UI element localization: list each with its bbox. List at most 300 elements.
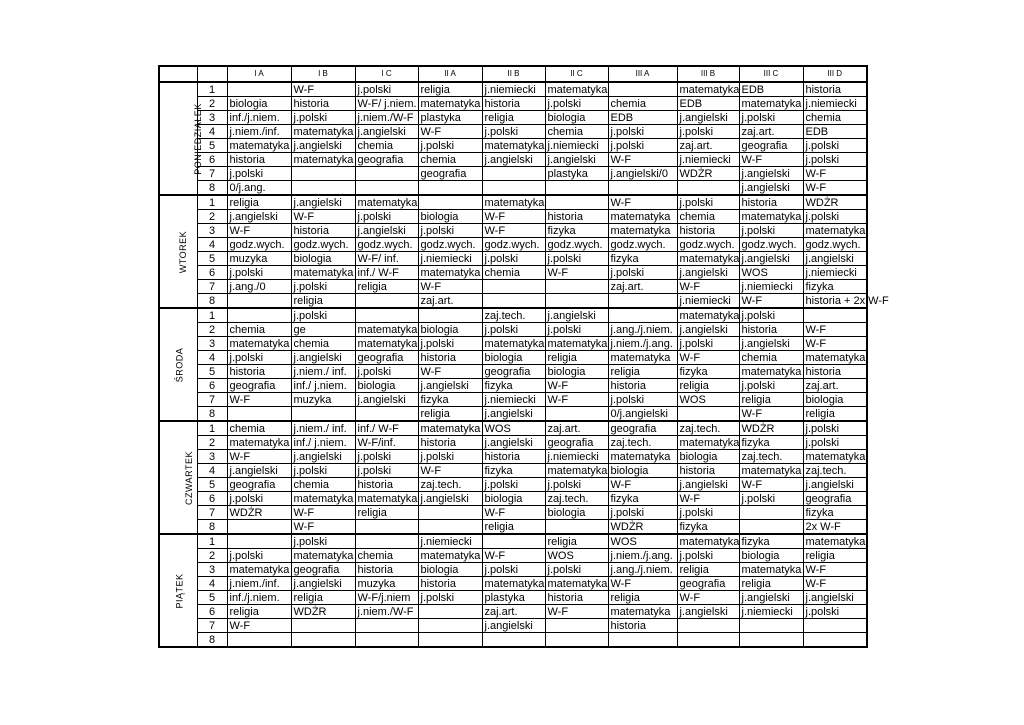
table-row	[159, 351, 867, 365]
lesson-cell	[355, 619, 418, 633]
lesson-cell: j.polski	[677, 195, 739, 210]
lesson-cell	[608, 294, 677, 309]
lesson-number: 2	[197, 97, 227, 111]
lesson-cell: historia + 2x W-F	[803, 294, 867, 309]
lesson-cell: plastyka	[545, 167, 608, 181]
lesson-cell: j.polski	[677, 549, 739, 563]
lesson-cell: godz.wych.	[291, 238, 355, 252]
lesson-cell: matematyka	[739, 97, 803, 111]
lesson-cell: matematyka	[739, 563, 803, 577]
table-row	[159, 181, 867, 196]
lesson-cell: plastyka	[418, 111, 482, 125]
lesson-cell: W-F/inf.	[355, 436, 418, 450]
class-header: I A	[227, 66, 291, 82]
lesson-cell: matematyka	[545, 82, 608, 97]
lesson-cell: zaj.tech.	[677, 421, 739, 436]
lesson-cell: zaj.art.	[608, 280, 677, 294]
lesson-cell: biologia	[418, 323, 482, 337]
lesson-cell: j.angielski	[227, 210, 291, 224]
lesson-cell: j.niem./j.ang.	[608, 337, 677, 351]
lesson-number: 8	[197, 633, 227, 648]
lesson-cell: matematyka	[355, 323, 418, 337]
lesson-cell: j.polski	[291, 464, 355, 478]
lesson-cell: j.angielski	[677, 323, 739, 337]
table-row	[159, 97, 867, 111]
lesson-cell	[355, 520, 418, 535]
lesson-number: 5	[197, 478, 227, 492]
lesson-cell: fizyka	[677, 365, 739, 379]
lesson-cell	[677, 619, 739, 633]
lesson-cell: zaj.tech.	[482, 308, 545, 323]
lesson-cell: WDŻR	[677, 167, 739, 181]
lesson-cell: j.angielski	[803, 478, 867, 492]
lesson-cell: W-F	[739, 407, 803, 422]
lesson-number: 8	[197, 181, 227, 196]
lesson-cell: j.niemiecki	[739, 280, 803, 294]
corner-cell	[159, 66, 197, 82]
lesson-cell: 0/j.ang.	[227, 181, 291, 196]
table-row	[159, 534, 867, 549]
lesson-cell: W-F	[227, 619, 291, 633]
lesson-cell: religia	[291, 591, 355, 605]
lesson-cell: chemia	[482, 266, 545, 280]
lesson-cell: chemia	[291, 337, 355, 351]
lesson-cell: fizyka	[418, 393, 482, 407]
lesson-cell	[355, 294, 418, 309]
lesson-number: 1	[197, 421, 227, 436]
lesson-cell: geografia	[803, 492, 867, 506]
table-row	[159, 633, 867, 648]
lesson-cell: W-F	[545, 393, 608, 407]
lesson-cell: religia	[482, 111, 545, 125]
corner-cell	[197, 66, 227, 82]
table-row	[159, 238, 867, 252]
lesson-number: 8	[197, 407, 227, 422]
class-header: I C	[355, 66, 418, 82]
lesson-cell: j.angielski	[291, 139, 355, 153]
lesson-cell: EDB	[803, 125, 867, 139]
lesson-cell: EDB	[677, 97, 739, 111]
table-row	[159, 111, 867, 125]
lesson-cell: biologia	[545, 111, 608, 125]
lesson-cell	[291, 407, 355, 422]
lesson-cell: j.angielski	[482, 407, 545, 422]
lesson-cell: godz.wych.	[482, 238, 545, 252]
lesson-cell: fizyka	[677, 520, 739, 535]
lesson-cell: j.polski	[418, 224, 482, 238]
lesson-cell: WOS	[739, 266, 803, 280]
lesson-cell	[739, 506, 803, 520]
table-row	[159, 407, 867, 422]
table-row	[159, 125, 867, 139]
timetable	[158, 65, 889, 648]
day-label-cell	[159, 195, 197, 308]
lesson-cell: historia	[418, 436, 482, 450]
lesson-cell: j.polski	[418, 591, 482, 605]
lesson-cell: fizyka	[803, 506, 867, 520]
lesson-cell: j.polski	[482, 252, 545, 266]
lesson-cell: chemia	[739, 351, 803, 365]
lesson-cell: j.angielski	[291, 450, 355, 464]
table-row	[159, 337, 867, 351]
lesson-cell: j.niemiecki	[739, 605, 803, 619]
table-row	[159, 167, 867, 181]
header-row	[159, 66, 867, 82]
lesson-number: 3	[197, 563, 227, 577]
lesson-cell: muzyka	[291, 393, 355, 407]
lesson-cell: j.angielski	[803, 591, 867, 605]
lesson-cell: biologia	[355, 379, 418, 393]
lesson-cell: j.polski	[227, 549, 291, 563]
lesson-cell: j.polski	[545, 97, 608, 111]
lesson-cell: j.niemiecki	[545, 450, 608, 464]
table-row	[159, 210, 867, 224]
lesson-number: 6	[197, 153, 227, 167]
lesson-cell: matematyka	[739, 210, 803, 224]
lesson-cell: W-F	[418, 464, 482, 478]
lesson-cell: j.polski	[803, 421, 867, 436]
lesson-cell: chemia	[608, 97, 677, 111]
lesson-cell: religia	[608, 365, 677, 379]
lesson-cell: historia	[355, 478, 418, 492]
lesson-cell: j.niem./W-F	[355, 111, 418, 125]
lesson-cell: biologia	[608, 464, 677, 478]
day-label-cell	[159, 82, 203, 195]
lesson-cell: EDB	[608, 111, 677, 125]
lesson-cell: W-F	[291, 210, 355, 224]
lesson-cell: j.polski	[739, 111, 803, 125]
lesson-cell: matematyka	[677, 252, 739, 266]
lesson-cell: zaj.tech.	[739, 450, 803, 464]
lesson-cell: W-F	[418, 280, 482, 294]
table-row	[159, 436, 867, 450]
lesson-cell: j.niemiecki	[803, 97, 867, 111]
lesson-cell: fizyka	[739, 534, 803, 549]
lesson-cell: j.niem./inf.	[227, 125, 291, 139]
table-row	[159, 153, 867, 167]
lesson-cell: j.niemiecki	[545, 139, 608, 153]
lesson-cell: j.angielski	[545, 153, 608, 167]
lesson-cell: W-F	[482, 506, 545, 520]
lesson-cell	[545, 619, 608, 633]
table-row	[159, 520, 867, 535]
lesson-cell: W-F	[418, 125, 482, 139]
table-row	[159, 591, 867, 605]
table-row	[159, 82, 867, 97]
lesson-cell: historia	[545, 210, 608, 224]
lesson-cell: biologia	[545, 506, 608, 520]
lesson-cell: fizyka	[608, 492, 677, 506]
lesson-cell	[677, 407, 739, 422]
lesson-cell: biologia	[545, 365, 608, 379]
lesson-cell	[355, 407, 418, 422]
lesson-cell: religia	[739, 393, 803, 407]
lesson-cell: j.polski	[545, 563, 608, 577]
lesson-cell: geografia	[227, 379, 291, 393]
lesson-cell: WDŻR	[739, 421, 803, 436]
lesson-number: 8	[197, 520, 227, 535]
lesson-cell: W-F	[482, 224, 545, 238]
class-header: III D	[803, 66, 867, 82]
class-header: I B	[291, 66, 355, 82]
table-row	[159, 280, 867, 294]
lesson-cell	[545, 520, 608, 535]
lesson-cell: j.polski	[291, 308, 355, 323]
lesson-cell: W-F	[803, 337, 867, 351]
lesson-cell: historia	[291, 97, 355, 111]
lesson-cell: j.angielski	[227, 464, 291, 478]
lesson-cell: j.angielski	[291, 195, 355, 210]
lesson-cell: W-F	[545, 605, 608, 619]
lesson-cell: historia	[227, 365, 291, 379]
table-row	[159, 195, 867, 210]
lesson-cell: j.ang./0	[227, 280, 291, 294]
lesson-cell: j.angielski	[482, 436, 545, 450]
day-label-cell	[159, 534, 197, 647]
lesson-cell	[291, 181, 355, 196]
lesson-cell: matematyka	[227, 337, 291, 351]
lesson-number: 4	[197, 577, 227, 591]
lesson-cell: matematyka	[482, 195, 545, 210]
lesson-cell: chemia	[803, 111, 867, 125]
lesson-cell: matematyka	[227, 563, 291, 577]
lesson-cell: zaj.art.	[418, 294, 482, 309]
lesson-cell: matematyka	[227, 436, 291, 450]
lesson-cell: matematyka	[677, 436, 739, 450]
lesson-cell: W-F	[482, 210, 545, 224]
lesson-cell: W-F	[545, 266, 608, 280]
class-header: III B	[677, 66, 739, 82]
lesson-cell: biologia	[418, 563, 482, 577]
lesson-cell: historia	[608, 379, 677, 393]
lesson-cell: biologia	[739, 549, 803, 563]
lesson-cell: matematyka	[291, 492, 355, 506]
table-row	[159, 492, 867, 506]
lesson-cell	[291, 167, 355, 181]
lesson-cell: j.polski	[608, 139, 677, 153]
lesson-cell	[608, 181, 677, 196]
class-header: II B	[482, 66, 545, 82]
table-row	[159, 478, 867, 492]
lesson-cell	[608, 82, 677, 97]
lesson-cell: EDB	[739, 82, 803, 97]
lesson-cell: j.polski	[803, 210, 867, 224]
lesson-cell: j.angielski	[482, 153, 545, 167]
lesson-cell	[227, 534, 291, 549]
class-header: III C	[739, 66, 803, 82]
day-label: CZWARTEK	[184, 450, 195, 505]
lesson-cell: matematyka	[482, 139, 545, 153]
lesson-number: 2	[197, 549, 227, 563]
lesson-cell: j.polski	[355, 210, 418, 224]
lesson-cell: j.angielski	[677, 111, 739, 125]
lesson-cell: chemia	[227, 421, 291, 436]
lesson-cell: j.polski	[608, 506, 677, 520]
table-row	[159, 421, 867, 436]
lesson-cell: religia	[545, 534, 608, 549]
lesson-cell: j.polski	[355, 464, 418, 478]
lesson-cell: historia	[291, 224, 355, 238]
lesson-cell: matematyka	[291, 266, 355, 280]
lesson-cell: W-F	[677, 492, 739, 506]
lesson-number: 2	[197, 323, 227, 337]
lesson-cell: j.polski	[739, 492, 803, 506]
lesson-cell	[482, 633, 545, 648]
lesson-cell: W-F	[803, 563, 867, 577]
lesson-cell: j.polski	[803, 153, 867, 167]
lesson-number: 4	[197, 351, 227, 365]
lesson-cell	[608, 633, 677, 648]
lesson-cell: j.angielski	[545, 308, 608, 323]
lesson-cell: matematyka	[608, 351, 677, 365]
lesson-cell: j.niemiecki	[482, 393, 545, 407]
lesson-cell	[418, 619, 482, 633]
day-label: ŚRODA	[174, 347, 185, 382]
lesson-cell: godz.wych.	[739, 238, 803, 252]
lesson-cell	[677, 633, 739, 648]
lesson-cell: ge	[291, 323, 355, 337]
lesson-cell: historia	[227, 153, 291, 167]
lesson-cell: religia	[355, 280, 418, 294]
lesson-cell	[482, 294, 545, 309]
lesson-cell: j.polski	[291, 534, 355, 549]
lesson-cell: inf./ W-F	[355, 266, 418, 280]
lesson-cell: W-F	[227, 224, 291, 238]
lesson-cell: j.angielski	[291, 351, 355, 365]
lesson-cell: zaj.tech.	[545, 492, 608, 506]
lesson-cell	[355, 308, 418, 323]
lesson-cell	[418, 308, 482, 323]
lesson-number: 7	[197, 506, 227, 520]
lesson-cell	[227, 294, 291, 309]
lesson-cell: biologia	[291, 252, 355, 266]
lesson-cell: matematyka	[418, 421, 482, 436]
lesson-cell: zaj.art.	[739, 125, 803, 139]
lesson-cell	[355, 167, 418, 181]
lesson-cell: j.angielski	[418, 379, 482, 393]
lesson-cell: j.polski	[355, 82, 418, 97]
lesson-cell: j.angielski	[355, 393, 418, 407]
lesson-cell: biologia	[227, 97, 291, 111]
lesson-cell: inf./ W-F	[355, 421, 418, 436]
lesson-cell: j.polski	[739, 224, 803, 238]
lesson-cell	[418, 605, 482, 619]
lesson-cell: inf./j.niem.	[227, 591, 291, 605]
lesson-cell: j.polski	[677, 125, 739, 139]
lesson-cell: plastyka	[482, 591, 545, 605]
lesson-cell: W-F	[803, 323, 867, 337]
lesson-cell	[545, 633, 608, 648]
lesson-cell: inf./ j.niem.	[291, 379, 355, 393]
lesson-cell: j.polski	[803, 605, 867, 619]
lesson-number: 3	[197, 450, 227, 464]
lesson-cell: j.polski	[227, 492, 291, 506]
lesson-cell: religia	[803, 407, 867, 422]
lesson-cell: chemia	[545, 125, 608, 139]
lesson-cell	[482, 181, 545, 196]
lesson-cell: fizyka	[803, 280, 867, 294]
lesson-cell	[418, 633, 482, 648]
lesson-cell: j.polski	[545, 323, 608, 337]
lesson-cell: j.polski	[608, 393, 677, 407]
lesson-cell: biologia	[418, 210, 482, 224]
lesson-cell: historia	[677, 464, 739, 478]
lesson-cell: zaj.tech.	[803, 464, 867, 478]
lesson-cell: historia	[677, 224, 739, 238]
table-row	[159, 506, 867, 520]
lesson-cell: zaj.tech.	[418, 478, 482, 492]
lesson-cell: religia	[291, 294, 355, 309]
lesson-cell: geografia	[677, 577, 739, 591]
lesson-cell: historia	[355, 563, 418, 577]
lesson-cell: 0/j.angielski	[608, 407, 677, 422]
lesson-cell: j.angielski	[355, 224, 418, 238]
lesson-cell: fizyka	[739, 436, 803, 450]
lesson-cell: religia	[677, 379, 739, 393]
lesson-cell: muzyka	[355, 577, 418, 591]
lesson-cell: W-F/j.niem	[355, 591, 418, 605]
lesson-cell: zaj.tech.	[608, 436, 677, 450]
lesson-cell: WOS	[608, 534, 677, 549]
lesson-cell: W-F	[803, 167, 867, 181]
lesson-cell: j.niemiecki	[677, 294, 739, 309]
lesson-number: 3	[197, 111, 227, 125]
lesson-cell: matematyka	[608, 605, 677, 619]
class-header: II A	[418, 66, 482, 82]
day-label: PIĄTEK	[174, 572, 185, 609]
lesson-cell: j.polski	[482, 563, 545, 577]
lesson-cell: j.ang./j.niem.	[608, 563, 677, 577]
lesson-cell: geografia	[355, 153, 418, 167]
table-row	[159, 393, 867, 407]
lesson-cell: j.niem./ inf.	[291, 365, 355, 379]
lesson-number: 5	[197, 139, 227, 153]
lesson-cell: j.angielski	[291, 577, 355, 591]
lesson-cell: chemia	[227, 323, 291, 337]
lesson-cell: geografia	[355, 351, 418, 365]
lesson-cell: j.angielski	[739, 337, 803, 351]
lesson-cell: j.polski	[803, 436, 867, 450]
lesson-number: 1	[197, 82, 227, 97]
lesson-cell: historia	[418, 351, 482, 365]
lesson-cell: godz.wych.	[545, 238, 608, 252]
day-label: WTOREK	[178, 230, 189, 273]
table-row	[159, 323, 867, 337]
lesson-cell: matematyka	[418, 266, 482, 280]
lesson-number: 7	[197, 619, 227, 633]
lesson-cell: godz.wych.	[608, 238, 677, 252]
lesson-cell: religia	[608, 591, 677, 605]
lesson-cell: W-F	[482, 549, 545, 563]
lesson-cell: matematyka	[418, 549, 482, 563]
lesson-cell: religia	[418, 407, 482, 422]
lesson-cell: j.polski	[482, 478, 545, 492]
lesson-cell: religia	[739, 577, 803, 591]
table-row	[159, 266, 867, 280]
lesson-cell: historia	[803, 365, 867, 379]
lesson-cell: WDŻR	[608, 520, 677, 535]
table-row	[159, 450, 867, 464]
lesson-cell	[482, 534, 545, 549]
lesson-cell: j.niem./inf.	[227, 577, 291, 591]
lesson-cell: religia	[482, 520, 545, 535]
day-label-cell	[159, 421, 197, 534]
lesson-cell: historia	[482, 450, 545, 464]
lesson-cell	[739, 619, 803, 633]
lesson-cell: j.niemiecki	[803, 266, 867, 280]
lesson-cell: j.angielski/0	[608, 167, 677, 181]
table-row	[159, 139, 867, 153]
